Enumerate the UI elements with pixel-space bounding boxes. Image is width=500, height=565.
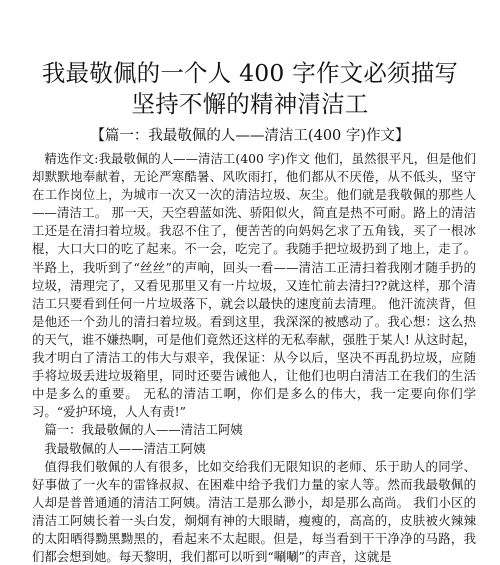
section-heading: 【篇一：我最敬佩的人——清洁工(400 字)作文】: [90, 128, 410, 144]
paragraph: 精选作文:我最敬佩的人——清洁工(400 字)作文 他们，虽然很平凡，但是他们却默默地奉献着，无论严寒酷暑、风吹雨打，他们都从不厌倦，从不低头，坚守在工作岗位上，为城市一次又一次的清洁垃圾、灰尘。他们就是我敬佩的那些人——清洁工。 那一天，天空碧蓝如洗、骄阳似火，简直是热不可耐。路上的清洁工还是在清扫着垃圾。我忍不住了，便苦苦的向妈妈乞求了五角钱，买了一根冰棍，大口大口的吃了起来。不一会，吃完了。我随手把垃圾扔到了地上，走了。 半路上，我听到了“丝丝”的声响，回头一看——清洁工正清扫着我刚才随手扔的垃圾，清理完了，又看见那里又有一片垃圾，又连忙前去清扫??就这样，那个清洁工只要看到任何一片垃圾落下，就会以最快的速度前去清理。 他汗流浃背，但是他还一个劲儿的清扫着垃圾。看到这里，我深深的被感动了。我心想：这么热的天气，谁不嫌热啊，可是他们竟然还这样的无私奉献，强胜于某人! 从这时起，我才明白了清洁工的伟大与艰辛，我保证：从今以后，坚决不再乱扔垃圾，应随手将垃圾丢进垃圾箱里，同时还要告诫他人，让他们也明白清洁工在我们的生活中是多么的重要。 无私的清洁工啊，你们是多么的伟大，我一定要向你们学习。“爱护环境，人人有责!”: [32, 151, 476, 420]
document-body: [0, 150, 500, 565]
document-title: [0, 0, 500, 120]
paragraph: 值得我们敬佩的人有很多，比如交给我们无限知识的老师、乐于助人的同学、好事做了一火车的雷锋叔叔、在困难中给予我们力量的家人等。然而我最敬佩的人却是普普通通的清洁工阿姨。清洁工是那么渺小，却是那么高尚。 我们小区的清洁工阿姨长着一头白发，炯炯有神的大眼睛，瘦瘦的，高高的，皮肤被火辣辣的太阳晒得黝黑黝黑的，看起来不太起眼。但是，每当看到干干净净的马路，我们都会想到她。每天黎明，我们都可以听到“唰唰”的声音，这就是: [32, 458, 476, 565]
paragraph: 我最敬佩的人——清洁工阿姨: [44, 440, 206, 456]
title-line-2: 坚持不懈的精神清洁工: [131, 90, 369, 118]
title-line-1: 我最敬佩的一个人 400 字作文必须描写: [41, 59, 459, 87]
paragraph: 篇一：我最敬佩的人——清洁工阿姨: [44, 422, 243, 438]
